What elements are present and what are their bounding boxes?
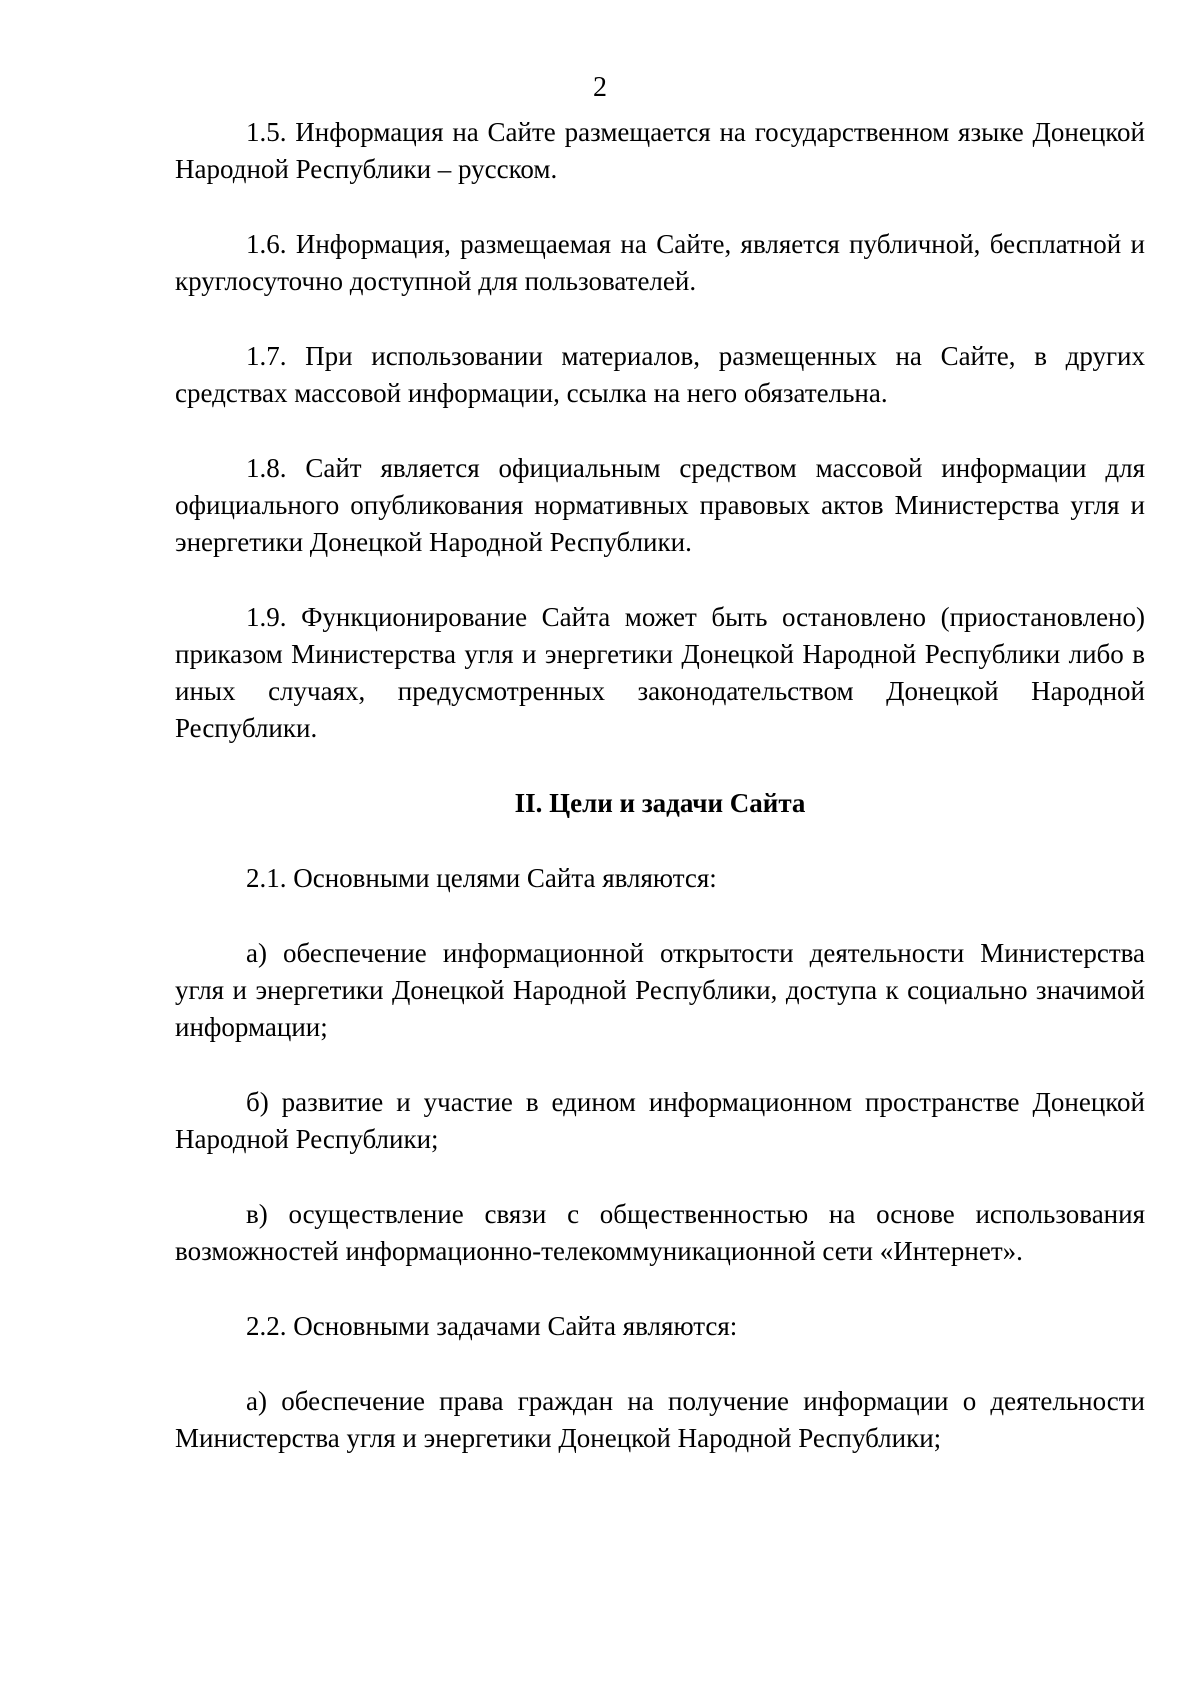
- task-a: а) обеспечение права граждан на получение информации о деятельности Министерства угля и энергетики Донецкой Народной Республики;: [175, 1386, 1145, 1453]
- paragraph-1-8: 1.8. Сайт является официальным средством массовой информации для официального опубликования нормативных правовых актов Министерства угля и энергетики Донецкой Народной Республики.: [175, 453, 1145, 557]
- section-heading: II. Цели и задачи Сайта: [514, 788, 806, 818]
- paragraph-2-1: 2.1. Основными целями Сайта являются:: [246, 863, 717, 893]
- paragraph-1-7: 1.7. При использовании материалов, размещенных на Сайте, в других средствах массовой информации, ссылка на него обязательна.: [175, 341, 1145, 408]
- goal-b: б) развитие и участие в едином информационном пространстве Донецкой Народной Республики;: [175, 1087, 1145, 1154]
- goal-a: а) обеспечение информационной открытости деятельности Министерства угля и энергетики Донецкой Народной Республики, доступа к социально значимой информации;: [175, 938, 1145, 1042]
- paragraph-1-9: 1.9. Функционирование Сайта может быть остановлено (приостановлено) приказом Министерства угля и энергетики Донецкой Народной Республики либо в иных случаях, предусмотренных законодательством Донецкой Народной Республики.: [175, 602, 1145, 743]
- page-number: 2: [593, 72, 607, 103]
- paragraph-1-5: 1.5. Информация на Сайте размещается на государственном языке Донецкой Народной Республики – русском.: [175, 117, 1145, 184]
- document-body: [175, 114, 1145, 1457]
- goal-v: в) осуществление связи с общественностью на основе использования возможностей информационно-телекоммуникационной сети «Интернет».: [175, 1199, 1145, 1266]
- paragraph-2-2: 2.2. Основными задачами Сайта являются:: [246, 1311, 738, 1341]
- paragraph-1-6: 1.6. Информация, размещаемая на Сайте, является публичной, бесплатной и круглосуточно доступной для пользователей.: [175, 229, 1145, 296]
